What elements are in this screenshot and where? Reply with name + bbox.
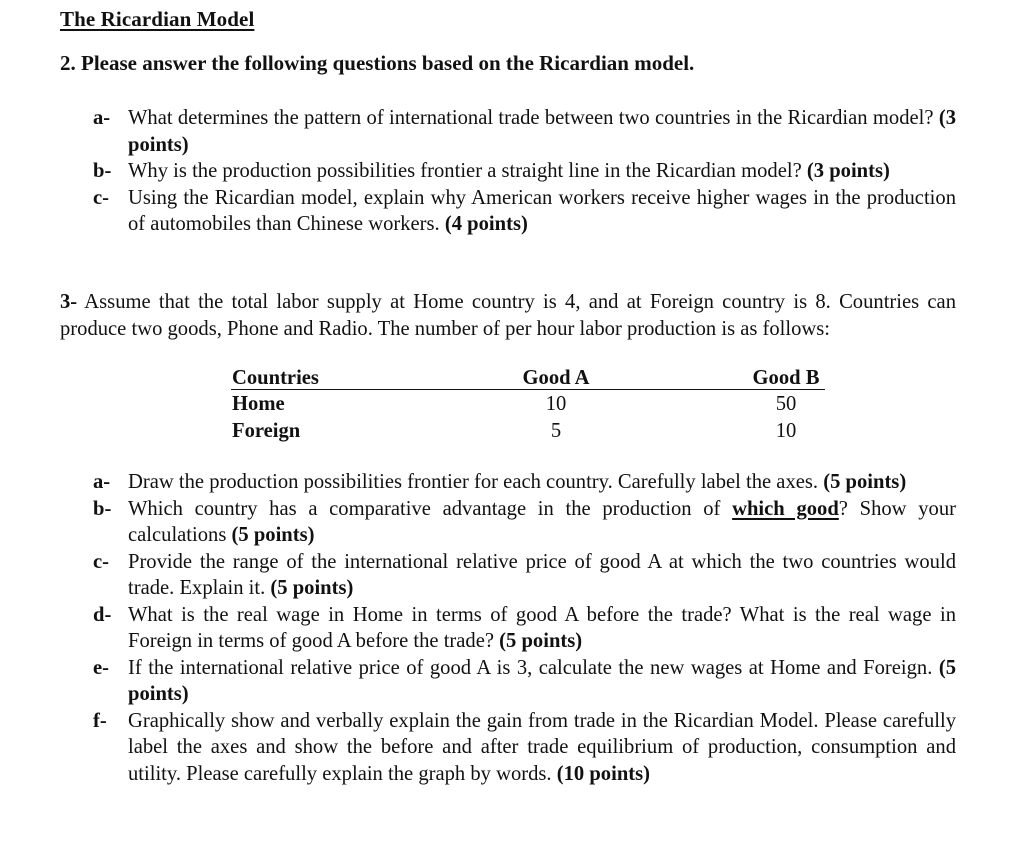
- item-text: Why is the production possibilities frontier a straight line in the Ricardian model?: [128, 160, 802, 182]
- question-3-number: 3-: [60, 291, 78, 313]
- table-header-good-a: Good A: [522, 367, 590, 389]
- q3-item-c: [0, 549, 956, 602]
- document-title: The Ricardian Model: [60, 7, 255, 31]
- table-row-foreign-good-b: 10: [775, 420, 797, 442]
- q3-item-e: [0, 655, 956, 708]
- item-text: What is the real wage in Home in terms of good A before the trade? What is the real wage in Foreign in terms of good A before the trade?: [128, 603, 956, 652]
- q3-item-f: [0, 708, 956, 788]
- item-marker: b-: [93, 497, 112, 520]
- item-marker: b-: [93, 160, 112, 182]
- item-text: Draw the production possibilities frontier for each country. Carefully label the axes.: [128, 471, 819, 493]
- q2-item-c: [0, 185, 956, 238]
- item-points: (10 points): [556, 762, 651, 785]
- question-3-items: [0, 469, 1024, 787]
- q2-item-a: [0, 105, 956, 158]
- table-row-home-good-b: 50: [775, 393, 797, 415]
- item-points: (5 points): [823, 471, 907, 493]
- item-text-pre: Which country has a comparative advantage in the production of: [128, 497, 733, 520]
- item-points: (3 points): [806, 160, 890, 182]
- item-points: (5 points): [270, 577, 354, 599]
- item-points: (5 points): [499, 630, 583, 652]
- table-row-home-good-a: 10: [545, 393, 567, 415]
- item-text: If the international relative price of good A is 3, calculate the new wages at Home and Foreign.: [128, 656, 933, 679]
- item-points: (3 points): [128, 107, 956, 156]
- table-row-home-label: Home: [232, 393, 285, 415]
- item-points: (5 points): [231, 524, 315, 546]
- item-text: Graphically show and verbally explain the gain from trade in the Ricardian Model. Please carefully label the axes and show the before and after trade equilibrium of production, consumption and utility. Please carefully explain the graph by words.: [128, 709, 956, 785]
- item-marker: c-: [93, 186, 109, 209]
- item-marker: a-: [93, 107, 111, 129]
- q3-item-b: [0, 496, 956, 549]
- item-text: Using the Ricardian model, explain why American workers receive higher wages in the production of automobiles than Chinese workers.: [128, 186, 956, 235]
- item-marker: d-: [93, 603, 112, 626]
- question-3-prompt: [60, 289, 956, 342]
- item-points: (4 points): [444, 213, 528, 235]
- item-text: Provide the range of the international relative price of good A at which the two countries would trade. Explain it.: [128, 550, 956, 599]
- table-row-foreign-good-a: 5: [550, 420, 562, 442]
- table-header-rule: [231, 389, 825, 390]
- item-emphasis: which good: [732, 497, 839, 520]
- table-header-good-b: Good B: [752, 367, 820, 389]
- item-marker: a-: [93, 471, 111, 493]
- question-2-prompt: 2. Please answer the following questions based on the Ricardian model.: [60, 51, 695, 75]
- question-2-items: [0, 105, 1024, 238]
- item-text-post: ? Show your calculations: [128, 497, 956, 546]
- q3-item-d: [0, 602, 956, 655]
- q3-item-a: [0, 469, 956, 496]
- item-points: (5 points): [128, 656, 956, 705]
- item-text: What determines the pattern of international trade between two countries in the Ricardian model?: [128, 107, 934, 129]
- item-marker: e-: [93, 656, 109, 679]
- table-header-countries: Countries: [232, 367, 319, 389]
- question-3-text: Assume that the total labor supply at Home country is 4, and at Foreign country is 8. Countries can produce two goods, Phone and Radio. The number of per hour labor production is as follows:: [60, 291, 956, 340]
- item-marker: c-: [93, 550, 109, 573]
- item-marker: f-: [93, 709, 107, 732]
- q2-item-b: [0, 158, 956, 185]
- table-row-foreign-label: Foreign: [232, 420, 301, 442]
